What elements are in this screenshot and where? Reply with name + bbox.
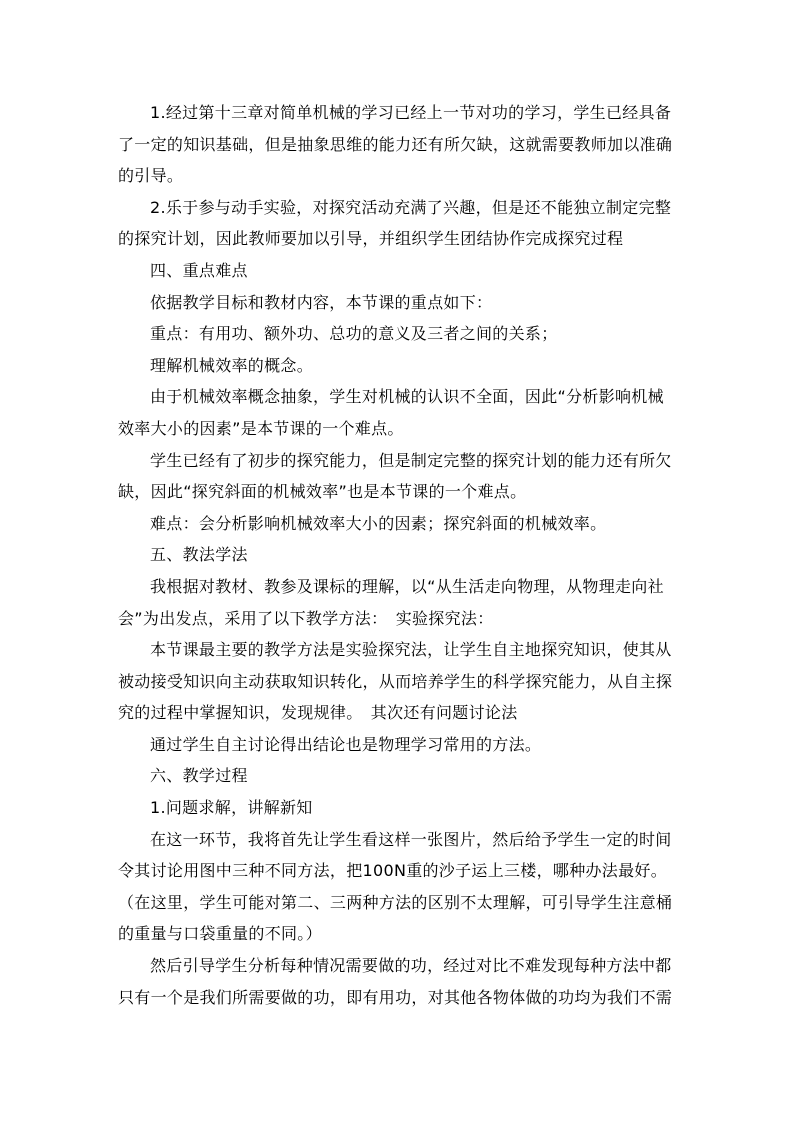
document-body (118, 97, 678, 1013)
paragraph-key-points: 重点：有用功、额外功、总功的意义及三者之间的关系； (150, 324, 558, 344)
section-heading-teaching-process: 六、教学过程 (150, 766, 248, 786)
paragraph-efficiency-concept: 理解机械效率的概念。 (150, 355, 314, 375)
paragraph-methods-intro: 我根据对教材、教参及课标的理解，以“从生活走向物理，从物理走向社会”为出发点，采用了以下教学方法： 实验探究法： (118, 576, 664, 628)
paragraph-difficulty-2: 学生已经有了初步的探究能力，但是制定完整的探究计划的能力还有所欠缺，因此“探究斜面的机械效率”也是本节课的一个难点。 (118, 450, 672, 502)
paragraph-picture-discussion: 在这一环节，我将首先让学生看这样一张图片，然后给予学生一定的时间令其讨论用图中三种不同方法，把100N重的沙子运上三楼，哪种办法最好。（在这里，学生可能对第二、三两种方法的区别不太理解，可引导学生注意桶的重量与口袋重量的不同。） (118, 829, 673, 944)
paragraph-student-analysis-1: 1.经过第十三章对简单机械的学习已经上一节对功的学习，学生已经具备了一定的知识基础，但是抽象思维的能力还有所欠缺，这就需要教师加以准确的引导。 (118, 103, 673, 186)
section-heading-key-difficult-points: 四、重点难点 (150, 260, 248, 280)
paragraph-discussion-method: 通过学生自主讨论得出结论也是物理学习常用的方法。 (150, 734, 542, 754)
paragraph-key-points-intro: 依据教学目标和教材内容，本节课的重点如下： (150, 292, 493, 312)
paragraph-work-analysis: 然后引导学生分析每种情况需要做的功，经过对比不难发现每种方法中都只有一个是我们所需要做的功，即有用功，对其他各物体做的功均为我们不需 (118, 956, 673, 1007)
subheading-problem-solving: 1.问题求解，讲解新知 (150, 798, 313, 818)
paragraph-difficult-points: 难点：会分析影响机械效率大小的因素；探究斜面的机械效率。 (150, 513, 607, 533)
section-heading-teaching-methods: 五、教法学法 (150, 545, 248, 565)
paragraph-difficulty-1: 由于机械效率概念抽象，学生对机械的认识不全面，因此“分析影响机械效率大小的因素”是本节课的一个难点。 (118, 387, 664, 438)
paragraph-experimental-inquiry: 本节课最主要的教学方法是实验探究法，让学生自主地探究知识，使其从被动接受知识向主动获取知识转化，从而培养学生的科学探究能力，从自主探究的过程中掌握知识，发现规律。 其次还有问题讨论法 (118, 640, 673, 723)
paragraph-student-analysis-2: 2.乐于参与动手实验，对探究活动充满了兴趣，但是还不能独立制定完整的探究计划，因此教师要加以引导，并组织学生团结协作完成探究过程 (118, 197, 672, 249)
